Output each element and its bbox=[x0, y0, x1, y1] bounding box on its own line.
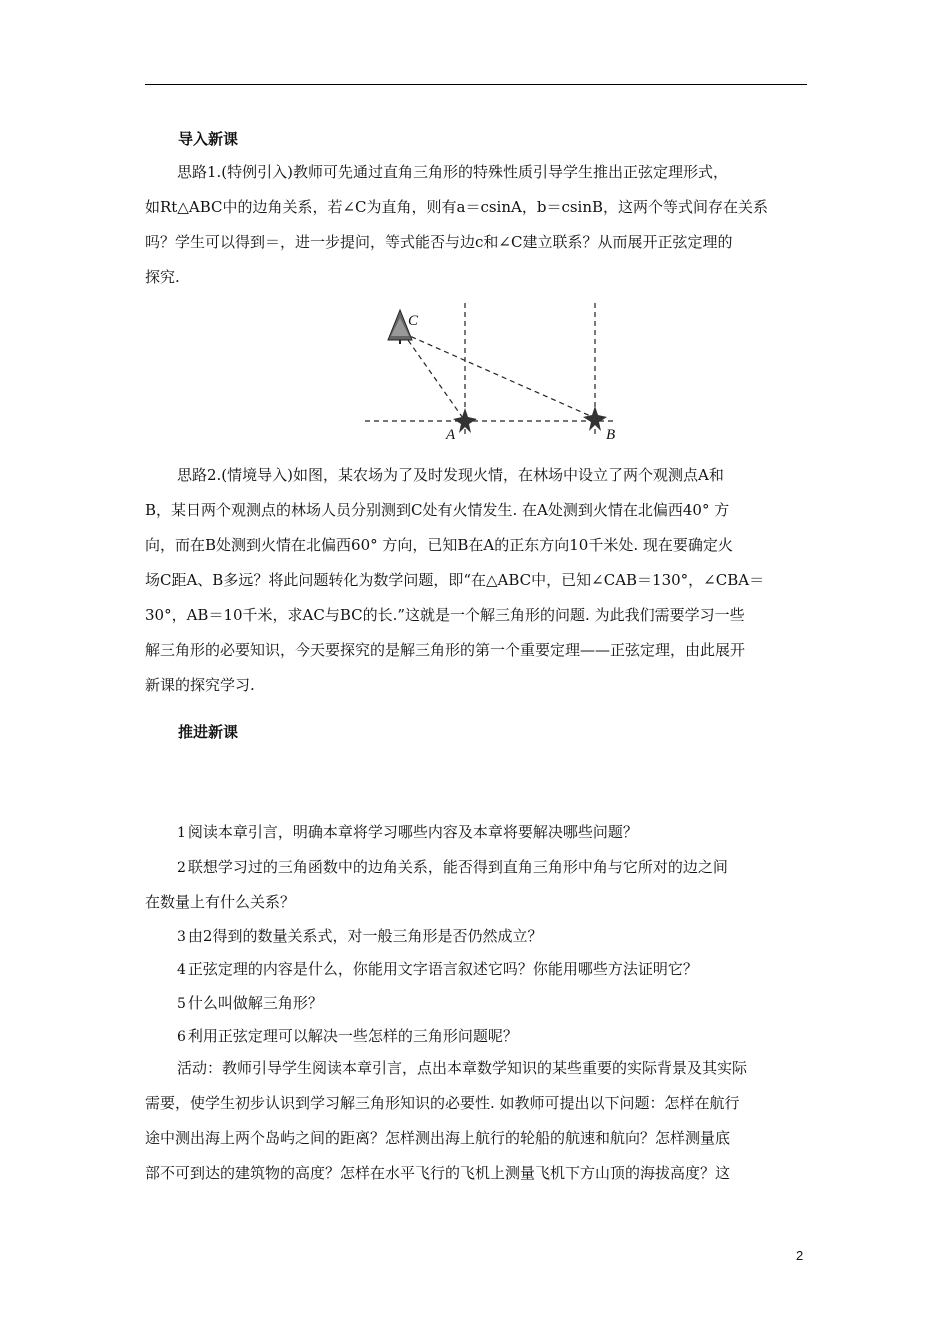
sight-line-ac bbox=[403, 333, 465, 421]
text-line: 解三角形的必要知识，今天要探究的是解三角形的第一个重要定理——正弦定理，由此展开 bbox=[145, 641, 746, 659]
question-number: 6 bbox=[177, 1029, 186, 1045]
question-number: 3 bbox=[177, 929, 186, 945]
header-rule bbox=[145, 84, 807, 85]
text-line: 场C距A、B多远？将此问题转化为数学问题，即“在△ABC中，已知∠CAB＝130°，∠CBA＝ bbox=[145, 571, 765, 589]
question-2-continued: 在数量上有什么关系？ bbox=[145, 893, 296, 911]
question-number: 1 bbox=[177, 825, 186, 841]
text-line: 探究. bbox=[145, 268, 180, 286]
text-line: 如Rt△ABC中的边角关系，若∠C为直角，则有a＝csinA，b＝csinB，这两个等式间存在关系 bbox=[145, 198, 769, 216]
text-line: 部不可到达的建筑物的高度？怎样在水平飞行的飞机上测量飞机下方山顶的海拔高度？这 bbox=[145, 1164, 731, 1182]
text-line: 思路1.(特例引入)教师可先通过直角三角形的特殊性质引导学生推出正弦定理形式， bbox=[177, 163, 729, 181]
label-a: A bbox=[446, 427, 456, 443]
label-c: C bbox=[408, 313, 419, 329]
text-line: B，某日两个观测点的林场人员分别测到C处有火情发生. 在A处测到火情在北偏西40° 方 bbox=[145, 501, 730, 519]
label-b: B bbox=[606, 427, 616, 443]
question-number: 2 bbox=[177, 860, 186, 876]
question-text: 利用正弦定理可以解决一些怎样的三角形问题呢？ bbox=[187, 1027, 518, 1045]
text-line: 向，而在B处测到火情在北偏西60° 方向，已知B在A的正东方向10千米处. 现在要确定火 bbox=[145, 536, 733, 554]
text-line: 吗？学生可以得到＝，进一步提问，等式能否与边c和∠C建立联系？从而展开正弦定理的 bbox=[145, 233, 733, 251]
question-text: 联想学习过的三角函数中的边角关系，能否得到直角三角形中角与它所对的边之间 bbox=[187, 858, 728, 876]
question-text: 阅读本章引言，明确本章将学习哪些内容及本章将要解决哪些问题？ bbox=[187, 823, 638, 841]
question-text: 正弦定理的内容是什么，你能用文字语言叙述它吗？你能用哪些方法证明它？ bbox=[187, 960, 698, 978]
text-line: 新课的探究学习. bbox=[145, 676, 255, 694]
question-6 bbox=[177, 1026, 518, 1047]
observation-point-b-icon bbox=[583, 406, 607, 431]
question-number: 4 bbox=[177, 962, 186, 978]
question-number: 5 bbox=[177, 996, 186, 1012]
question-5 bbox=[177, 993, 323, 1014]
page-number: 2 bbox=[796, 1248, 804, 1263]
question-3 bbox=[177, 926, 542, 947]
fire-lookout-diagram bbox=[355, 298, 625, 446]
intro-heading: 导入新课 bbox=[178, 130, 239, 148]
question-4 bbox=[177, 959, 698, 980]
question-text: 由2得到的数量关系式，对一般三角形是否仍然成立？ bbox=[187, 927, 543, 945]
question-text: 什么叫做解三角形？ bbox=[187, 994, 323, 1012]
text-line: 需要，使学生初步认识到学习解三角形知识的必要性. 如教师可提出以下问题：怎样在航行 bbox=[145, 1094, 740, 1112]
text-line: 30°，AB＝10千米，求AC与BC的长.”这就是一个解三角形的问题. 为此我们需要学习一些 bbox=[145, 606, 745, 624]
paragraph-activity bbox=[145, 1051, 807, 1191]
sight-line-bc bbox=[403, 333, 595, 418]
paragraph-idea-1 bbox=[145, 155, 807, 295]
text-line: 途中测出海上两个岛屿之间的距离？怎样测出海上航行的轮船的航速和航向？怎样测量底 bbox=[145, 1129, 731, 1147]
paragraph-idea-2 bbox=[145, 458, 807, 703]
advance-heading: 推进新课 bbox=[178, 723, 239, 741]
question-2 bbox=[177, 857, 728, 878]
text-line: 活动：教师引导学生阅读本章引言，点出本章数学知识的某些重要的实际背景及其实际 bbox=[177, 1059, 748, 1077]
text-line: 思路2.(情境导入)如图，某农场为了及时发现火情，在林场中设立了两个观测点A和 bbox=[177, 466, 724, 484]
question-1 bbox=[177, 822, 638, 843]
